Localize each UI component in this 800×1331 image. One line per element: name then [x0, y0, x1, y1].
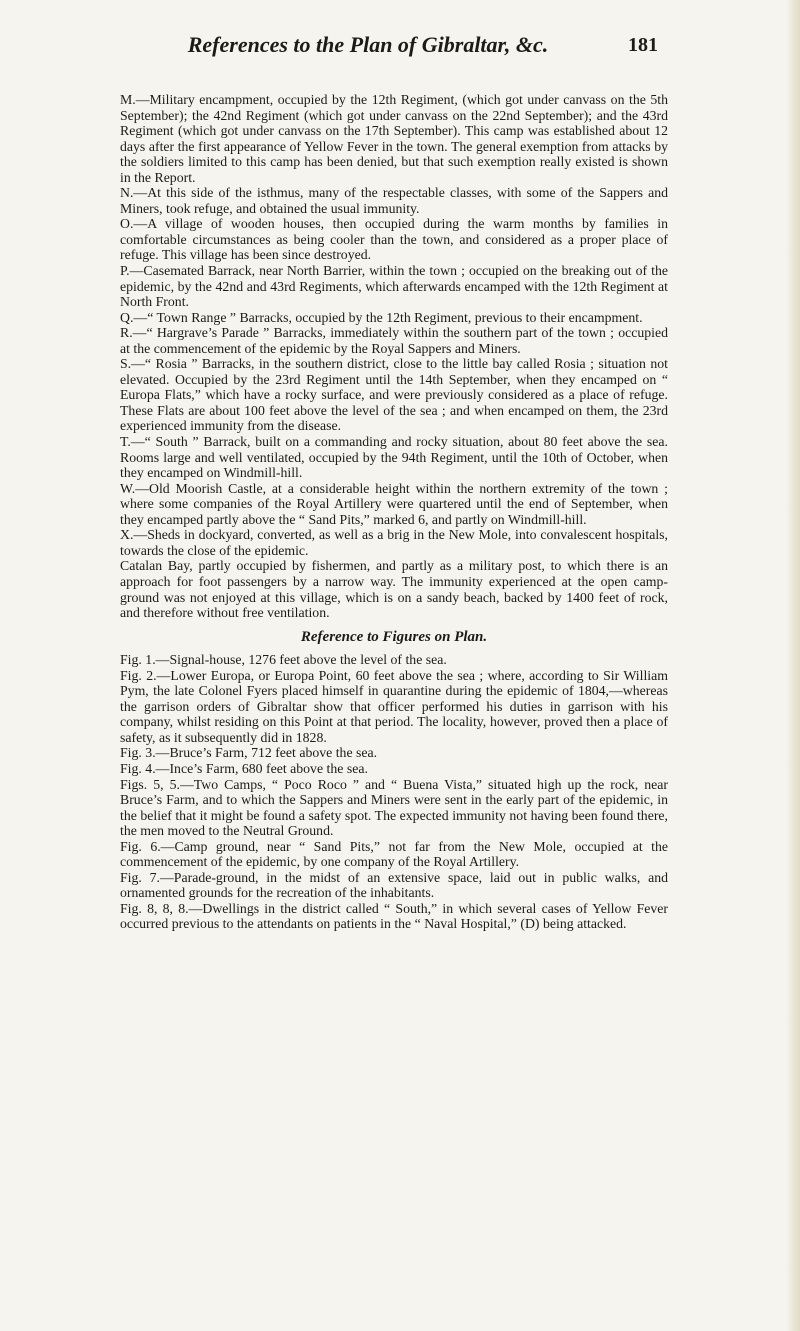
paragraph-m: M.—Military encampment, occupied by the 12th Regiment, (which got under canvass on the 5th September); the 42nd Regiment (which got under canvass on the 22nd September); and the 43rd Regiment (which got under canvass on the 17th September). This camp was established about 12 days after the first appearance of Yellow Fever in the town. The general exemption from attacks by the soldiers limited to this camp has been denied, but that such exemption really existed is shown in the Report.	[120, 92, 668, 185]
paragraph-p: P.—Casemated Barrack, near North Barrier, within the town ; occupied on the breaking out of the epidemic, by the 42nd and 43rd Regiments, which afterwards encamped with the 12th Regiment at North Front.	[120, 263, 668, 310]
paragraph-fig-6: Fig. 6.—Camp ground, near “ Sand Pits,” not far from the New Mole, occupied at the commencement of the epidemic, by one company of the Royal Artillery.	[120, 838, 668, 870]
paragraph-q: Q.—“ Town Range ” Barracks, occupied by the 12th Regiment, previous to their encampment.	[120, 309, 643, 325]
paragraph-fig-8: Fig. 8, 8, 8.—Dwellings in the district called “ South,” in which several cases of Yellow Fever occurred previous to the attendants on patients in the “ Naval Hospital,” (D) being attacked.	[120, 900, 668, 932]
paragraph-fig-7: Fig. 7.—Parade-ground, in the midst of an extensive space, laid out in public walks, and ornamented grounds for the recreation of the inhabitants.	[120, 869, 668, 901]
paragraph-fig-4: Fig. 4.—Ince’s Farm, 680 feet above the sea.	[120, 760, 368, 776]
paragraph-r: R.—“ Hargrave’s Parade ” Barracks, immediately within the southern part of the town ; occupied at the commencement of the epidemic by the Royal Sappers and Miners.	[120, 325, 668, 356]
paragraph-n: N.—At this side of the isthmus, many of the respectable classes, with some of the Sappers and Miners, took refuge, and obtained the usual immunity.	[120, 185, 668, 216]
page-header	[118, 32, 658, 66]
paragraph-s: S.—“ Rosia ” Barracks, in the southern district, close to the little bay called Rosia ; situation not elevated. Occupied by the 23rd Regiment until the 14th September, when they encamped on “ Europa Flats,” which have a rocky surface, and were previously considered as a place of refuge. These Flats are about 100 feet above the level of the sea ; and when encamped on them, the 23rd experienced immunity from the disease.	[120, 356, 668, 434]
paragraph-x: X.—Sheds in dockyard, converted, as well as a brig in the New Mole, into convalescent hospitals, towards the close of the epidemic.	[120, 527, 668, 558]
paragraph-w: W.—Old Moorish Castle, at a considerable height within the northern extremity of the town ; where some companies of the Royal Artillery were quartered until the end of September, when they encamped partly above the “ Sand Pits,” marked 6, and partly on Windmill-hill.	[120, 480, 668, 527]
running-title: References to the Plan of Gibraltar, &c.	[187, 32, 549, 57]
section-heading: Reference to Figures on Plan.	[300, 628, 488, 645]
page-edge-shadow	[786, 0, 800, 1331]
paragraph-o: O.—A village of wooden houses, then occupied during the warm months by families in comfortable circumstances as being cooler than the town, and considered as a proper place of refuge. This village has been since destroyed.	[120, 216, 668, 263]
paragraph-catalan-bay: Catalan Bay, partly occupied by fishermen, and partly as a military post, to which there is an approach for foot passengers by a narrow way. The immunity experienced at the open camp-ground was not enjoyed at this village, which is on a sandy beach, backed by 1400 feet of rock, and therefore without free ventilation.	[120, 558, 668, 621]
paragraph-t: T.—“ South ” Barrack, built on a commanding and rocky situation, about 80 feet above the sea. Rooms large and well ventilated, occupied by the 94th Regiment, until the 10th of October, when they encamped on Windmill-hill.	[120, 434, 668, 481]
page-body	[120, 92, 668, 932]
paragraph-fig-1: Fig. 1.—Signal-house, 1276 feet above the level of the sea.	[120, 652, 447, 668]
paragraph-fig-3: Fig. 3.—Bruce’s Farm, 712 feet above the sea.	[120, 745, 378, 761]
paragraph-fig-2: Fig. 2.—Lower Europa, or Europa Point, 60 feet above the sea ; where, according to Sir William Pym, the late Colonel Fyers placed himself in quarantine during the epidemic of 1804,—whereas the garrison orders of Gibraltar show that officer performed his duties in garrison with his company, whilst residing on this Point at that period. The locality, however, proved then a place of safety, as it subsequently did in 1828.	[120, 667, 668, 745]
page-number: 181	[628, 34, 658, 56]
paragraph-figs-5: Figs. 5, 5.—Two Camps, “ Poco Roco ” and “ Buena Vista,” situated high up the rock, near Bruce’s Farm, and to which the Sappers and Miners were sent in the early part of the epidemic, in the belief that it might be found a safety spot. The expected immunity not having been found there, the men moved to the Neutral Ground.	[120, 776, 668, 839]
